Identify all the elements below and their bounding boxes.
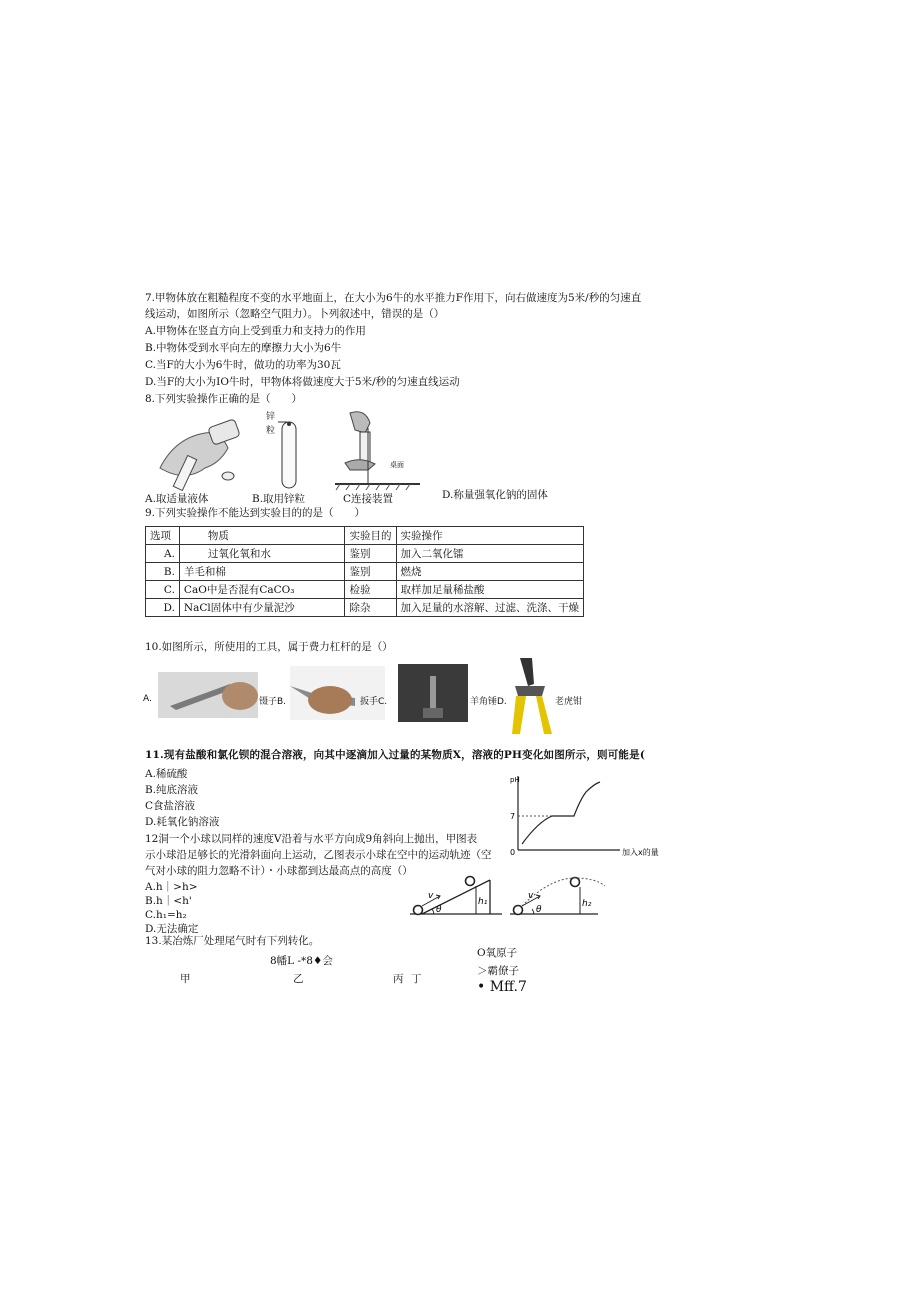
q13-legend-molecule: • Mff.7 — [477, 979, 527, 995]
q11-option-a: A.稀硫酸 — [145, 768, 188, 780]
q13-species-jia: 甲 — [180, 973, 191, 985]
q12-option-a: A.h｜>h> — [145, 881, 198, 893]
header-cell: 选项 — [146, 527, 180, 545]
table-cell: A. — [146, 545, 180, 563]
origin-label: 0 — [510, 848, 516, 857]
pliers-photo — [512, 658, 552, 734]
q13-stem: 13.某冶炼厂处理尾气时有下列转化。 — [145, 935, 320, 947]
angle-label: θ — [436, 905, 442, 915]
q8-connect-drawing — [335, 412, 420, 490]
q8-test-tube-drawing — [278, 422, 296, 488]
table-header-row — [146, 527, 584, 545]
q12-stem-line3: 气对小球的阻力忽略不计）・小球都到达最高点的高度（） — [145, 865, 413, 877]
q10-label-a: A. — [143, 694, 152, 704]
x-axis-label: 加入x的量 — [622, 848, 659, 857]
q7-option-a: A.甲物体在竖直方向上受到重力和支持力的作用 — [145, 325, 366, 337]
h1-label: h₁ — [478, 897, 488, 907]
projectile-diagram — [510, 878, 605, 916]
tick-7-label: 7 — [510, 812, 516, 821]
q7-option-b: B.中物体受到水平向左的摩擦力大小为6牛 — [145, 342, 342, 354]
q11-option-c: C食盐溶液 — [145, 800, 196, 812]
table-cell: C. — [146, 581, 180, 599]
table-cell: 检验 — [345, 581, 396, 599]
table-cell: CaO中是否混有CaCO₃ — [179, 581, 345, 599]
y-axis-label: pH — [510, 776, 520, 784]
header-cell: 实验操作 — [396, 527, 584, 545]
table-row — [146, 599, 584, 617]
q8-zinc-label-1: 锌 — [266, 412, 276, 422]
q12-option-d: D.无法确定 — [145, 923, 199, 935]
table-row — [146, 545, 584, 563]
q7-option-c: C.当F的大小为6牛时，做功的功率为30瓦 — [145, 359, 341, 371]
q10-stem: 10.如图所示，所使用的工具，属于费力杠杆的是（） — [145, 641, 393, 653]
q11-ph-graph — [500, 770, 680, 862]
q12-option-b: B.h｜<h' — [145, 895, 192, 907]
table-cell: 加入二氧化镭 — [396, 545, 584, 563]
q7-stem-line1: 7.甲物体放在粗糙程度不变的水平地面上，在大小为6牛的水平推力F作用下，向右做速度为5米/秒的匀速直 — [145, 292, 642, 304]
table-cell: NaCl固体中有少量泥沙 — [179, 599, 345, 617]
table-cell: 鉴别 — [345, 563, 396, 581]
q10-label-pliers: 老虎钳 — [555, 697, 583, 707]
q12-option-c: C.h₁=h₂ — [145, 909, 187, 921]
q8-table-label: 桌面 — [390, 461, 404, 469]
table-cell: D. — [146, 599, 180, 617]
table-cell: 羊毛和棉 — [179, 563, 345, 581]
table-cell: 鉴别 — [345, 545, 396, 563]
table-cell: 除杂 — [345, 599, 396, 617]
velocity-label: v — [528, 891, 534, 901]
ph-curve — [522, 782, 600, 844]
incline-diagram — [410, 877, 502, 916]
q9-table — [145, 526, 584, 617]
h2-label: h₂ — [582, 899, 592, 909]
q10-label-d: 羊角锤D. — [470, 697, 507, 707]
table-cell: B. — [146, 563, 180, 581]
q8-apparatus-figure — [150, 408, 450, 493]
table-row — [146, 581, 584, 599]
q9-stem: 9.下列实验操作不能达到实验目的的是（ ） — [145, 507, 366, 519]
q13-reaction: 8幡L -*8♦会 — [270, 955, 333, 967]
q8-zinc-label-2: 粒 — [266, 426, 276, 436]
q13-legend-atom: ＞霸僚子 — [477, 965, 519, 977]
q11-stem: 11.现有盐酸和氯化钡的混合溶液，向其中逐滴加入过量的某物质X，溶液的PH变化如图所示，则可能是( — [145, 749, 645, 761]
q13-species-ding: 丁 — [411, 973, 422, 985]
q13-species-yi: 乙 — [293, 973, 304, 985]
q12-stem-line2: 示小球沿足够长的光滑斜面向上运动，乙图表示小球在空中的运动轨迹（空 — [145, 849, 492, 861]
q7-stem-line2: 线运动，如图所示（忽略空气阻力）。卜列叙述中，错误的是（） — [145, 308, 445, 320]
header-cell: 物质 — [179, 527, 345, 545]
q13-species-bing: 丙 — [393, 973, 404, 985]
table-cell: 加入足量的水溶解、过滤、洗涤、干燥 — [396, 599, 584, 617]
q8-option-c: C连接装置 — [343, 493, 394, 505]
header-cell: 实验目的 — [345, 527, 396, 545]
q8-option-a: A.取适量液体 — [145, 493, 209, 505]
q8-pour-liquid-drawing — [160, 419, 240, 491]
table-cell: 过氧化氧和水 — [179, 545, 345, 563]
table-row — [146, 563, 584, 581]
angle-label: θ — [536, 905, 542, 915]
q11-option-b: B.纯底溶液 — [145, 784, 199, 796]
q10-label-b: 镊子B. — [259, 697, 287, 707]
q10-label-c: 扳手C. — [360, 697, 388, 707]
q12-figure — [400, 868, 610, 920]
table-cell: 取样加足量稀盐酸 — [396, 581, 584, 599]
q11-option-d: D.耗氧化钠溶液 — [145, 816, 220, 828]
q8-stem: 8.下列实验操作正确的是（ ） — [145, 393, 303, 405]
table-cell: 燃烧 — [396, 563, 584, 581]
q7-option-d: D.当F的大小为IO牛时，甲物体将做速度大于5米/秒的匀速直线运动 — [145, 376, 460, 388]
q8-option-d: D.称量强氧化钠的固体 — [442, 489, 548, 501]
q13-legend-oxygen: O氧原子 — [477, 947, 518, 959]
velocity-label: v — [428, 891, 434, 901]
q8-option-b: B.取用锌粒 — [252, 493, 306, 505]
q12-stem-line1: 12洞一个小球以同样的速度V沿着与水平方向成9角斜向上抛出，甲图表 — [145, 833, 478, 845]
